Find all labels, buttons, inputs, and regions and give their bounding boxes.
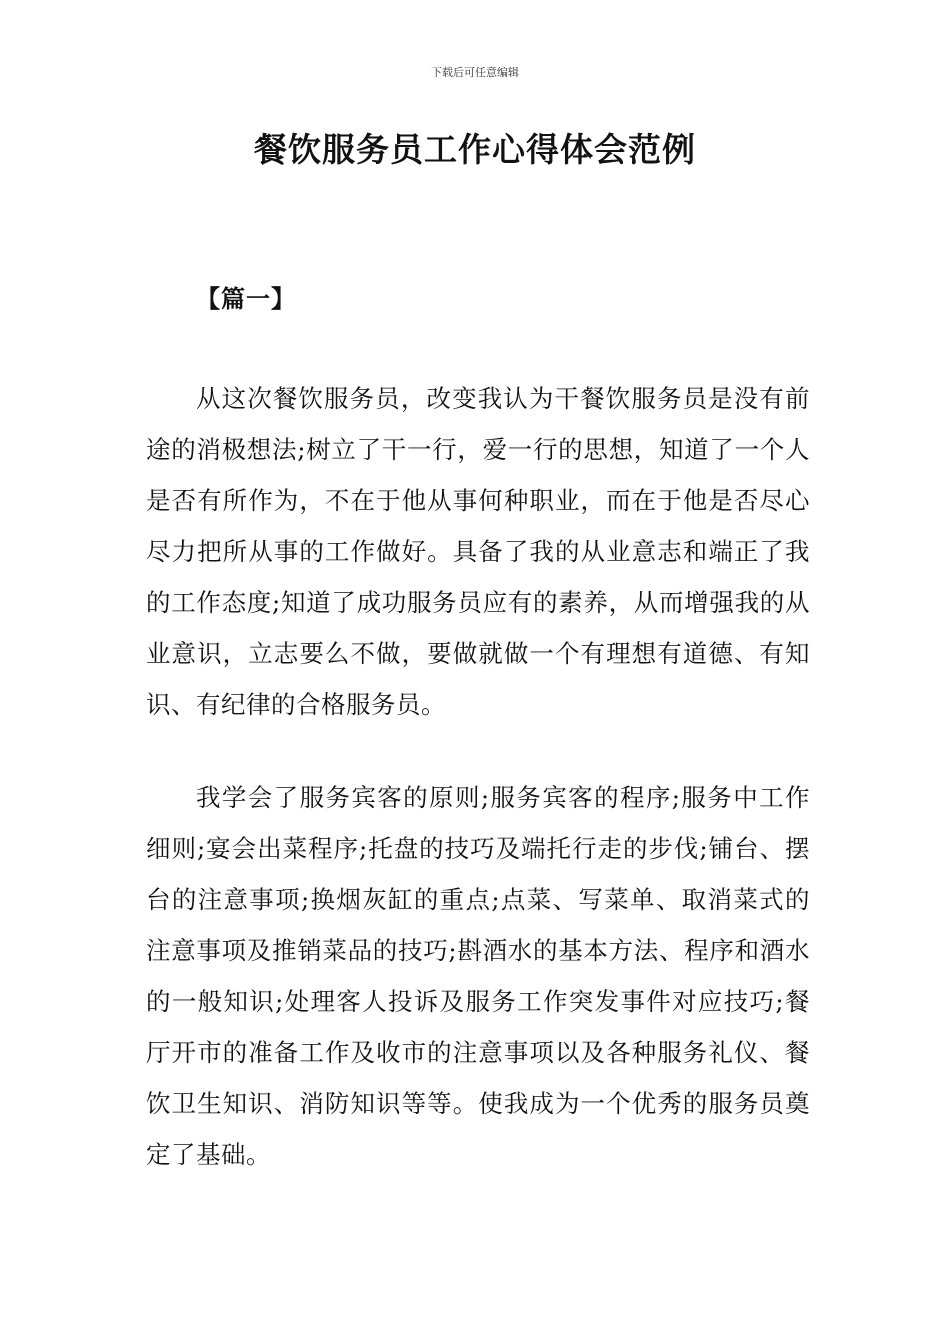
paragraph-2: 我学会了服务宾客的原则;服务宾客的程序;服务中工作细则;宴会出菜程序;托盘的技巧及端托行走的步伐;铺台、摆台的注意事项;换烟灰缸的重点;点菜、写菜单、取消菜式的注意事项及推销菜品的技巧;斟酒水的基本方法、程序和酒水的一般知识;处理客人投诉及服务工作突发事件对应技巧;餐厅开市的准备工作及收市的注意事项以及各种服务礼仪、餐饮卫生知识、消防知识等等。使我成为一个优秀的服务员奠定了基础。 xyxy=(146,783,810,1169)
document-title: 餐饮服务员工作心得体会范例 xyxy=(254,130,696,169)
header-note: 下载后可任意编辑 xyxy=(431,66,519,79)
paragraph-1: 从这次餐饮服务员，改变我认为干餐饮服务员是没有前途的消极想法;树立了干一行，爱一行的思想，知道了一个人是否有所作为，不在于他从事何种职业，而在于他是否尽心尽力把所从事的工作做好。具备了我的从业意志和端正了我的工作态度;知道了成功服务员应有的素养，从而增强我的从业意识，立志要么不做，要做就做一个有理想有道德、有知识、有纪律的合格服务员。 xyxy=(146,384,810,719)
section-label: 【篇一】 xyxy=(196,284,296,313)
